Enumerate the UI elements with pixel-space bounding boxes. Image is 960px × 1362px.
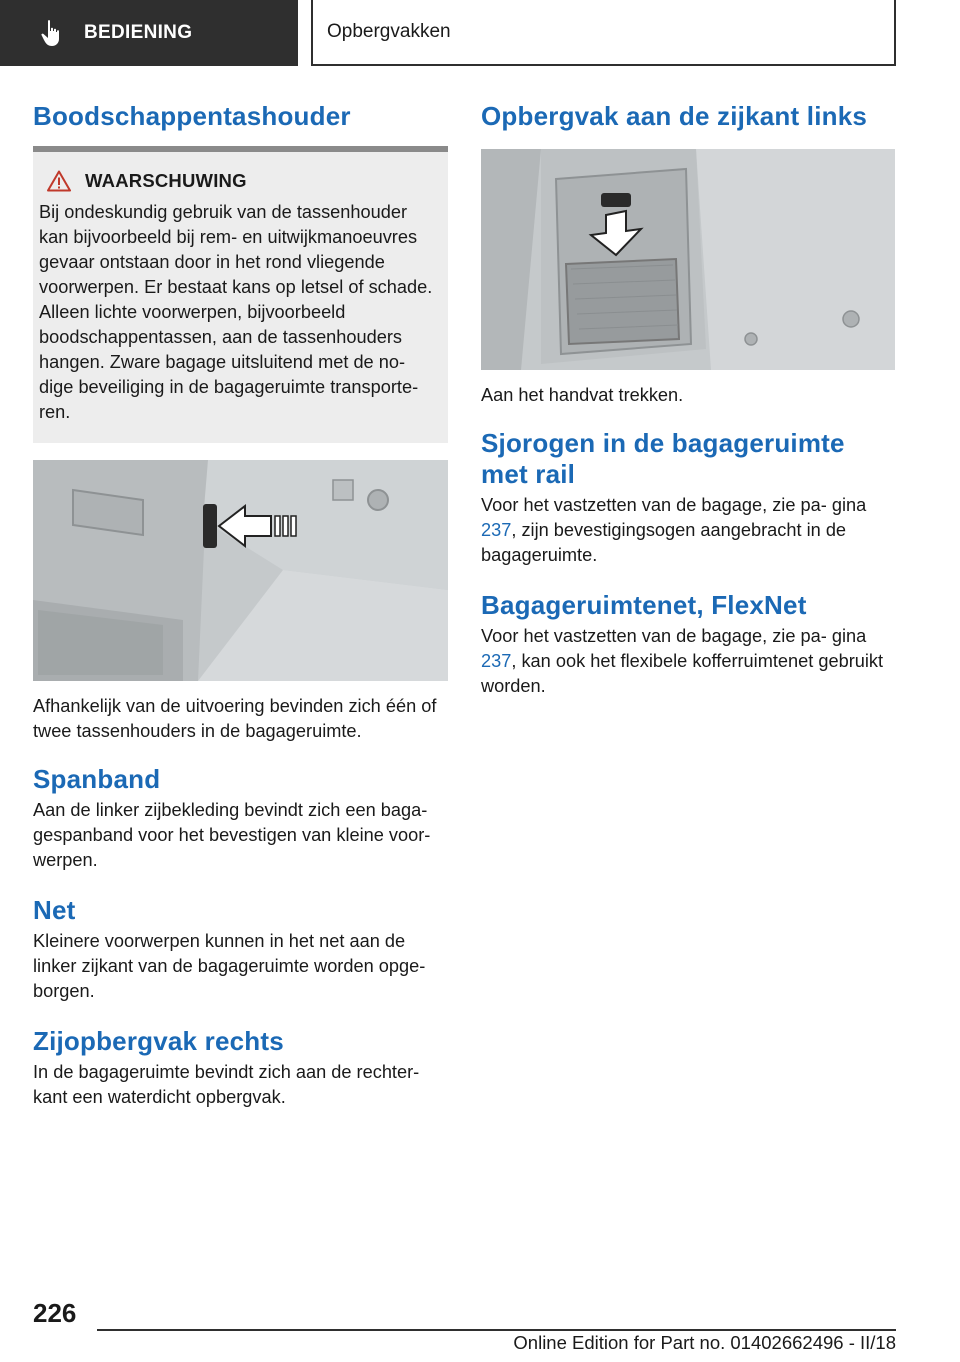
bag-holder-illustration [33,460,448,681]
spanband-text: Aan de linker zijbekleding bevindt zich een baga- gespanband voor het bevestigen van kleine voor- werpen. [33,800,431,870]
warning-header [39,170,438,192]
sjorogen-text-pre: Voor het vastzetten van de bagage, zie pa- gina [481,495,867,515]
section-title-flexnet: Bagageruimtenet, FlexNet [481,590,807,620]
section-title-net: Net [33,895,76,925]
warning-title: WAARSCHUWING [85,170,247,191]
figure-caption-right: Aan het handvat trekken. [481,385,684,405]
warning-triangle-icon [47,170,71,192]
figure-bag-holder [33,460,448,681]
side-compartment-illustration [481,149,895,370]
left-column [33,100,448,1110]
flexnet-page-link[interactable]: 237 [481,651,512,671]
sjorogen-text [481,493,895,568]
section-title-boodschappentashouder: Boodschappentashouder [33,101,351,131]
flexnet-text-pre: Voor het vastzetten van de bagage, zie pa- gina [481,626,867,646]
header-section-tab [0,0,298,66]
footer-edition: Online Edition for Part no. 01402662496 - II/18 [513,1332,896,1353]
warning-text: Bij ondeskundig gebruik van de tassenhouder kan bijvoorbeeld bij rem- en uitwijkmanoeuvres gevaar ontstaan door in het rond vliegende voorwerpen. Er bestaat kans op letsel of schade. Alleen lichte voorwerpen, bijvoorbeeld boodschappentassen, aan de tassenhouders hangen. Zware bagage uitsluitend met de no- dige beveiliging in de bagageruimte transporte- ren. [39,202,433,422]
flexnet-text-post: , kan ook het flexibele kofferruimtenet gebruikt worden. [481,651,884,696]
hand-pointer-icon [40,19,64,47]
section-title-zijopbergvak: Zijopbergvak rechts [33,1026,284,1056]
section-title-sjorogen: Sjorogen in de bagageruimte met rail [481,428,845,489]
figure-side-compartment [481,149,895,370]
zijopbergvak-text: In de bagageruimte bevindt zich aan de rechter- kant een waterdicht opbergvak. [33,1062,420,1107]
warning-box [33,146,448,443]
page-number: 226 [33,1298,77,1328]
section-title-spanband: Spanband [33,764,161,794]
figure-caption-left: Afhankelijk van de uitvoering bevinden zich één of twee tassenhouders in de bagageruimte. [33,696,437,741]
right-column [481,100,895,699]
section-title-opbergvak-links: Opbergvak aan de zijkant links [481,101,868,131]
header-section-label: BEDIENING [84,22,193,43]
flexnet-text [481,624,895,699]
net-text: Kleinere voorwerpen kunnen in het net aan de linker zijkant van de bagageruimte worden opge- borgen. [33,931,426,1001]
sjorogen-page-link[interactable]: 237 [481,520,512,540]
sjorogen-text-post: , zijn bevestigingsogen aangebracht in de bagageruimte. [481,520,847,565]
footer-divider [97,1329,896,1331]
header-page-title: Opbergvakken [311,0,896,66]
